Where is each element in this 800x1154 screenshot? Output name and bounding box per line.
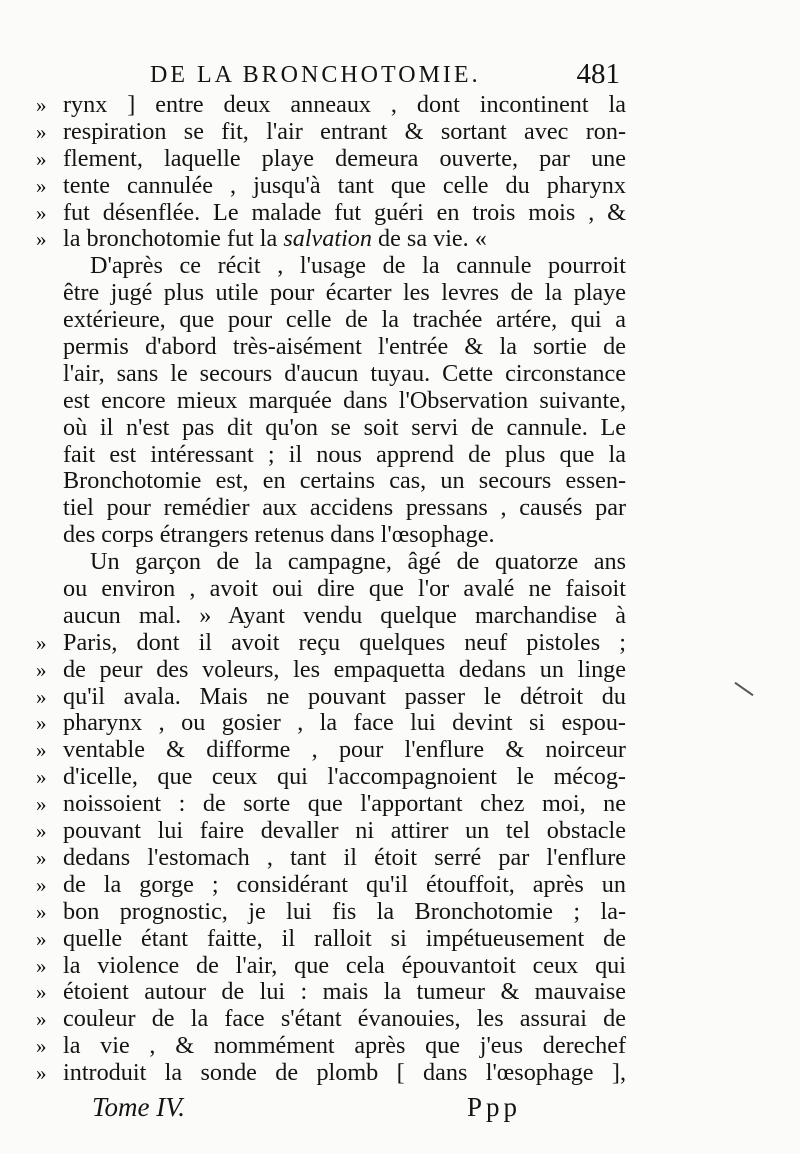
line-text (63, 872, 626, 899)
text-run: la violence de l'air, que cela épouvantoit ceux qui (63, 951, 626, 979)
text-run: fait est intéressant ; il nous apprend de plus que la (63, 440, 626, 468)
text-run: introduit la sonde de plomb [ dans l'œsophage ], (63, 1059, 626, 1087)
line-text (63, 415, 626, 442)
line-text (63, 253, 626, 280)
quote-mark: » (36, 845, 47, 870)
text-line (36, 818, 626, 845)
text-line (36, 495, 626, 522)
line-text (63, 764, 626, 791)
line-text (63, 737, 626, 764)
text-run: où il n'est pas dit qu'on se soit servi de cannule. Le (63, 413, 626, 441)
quote-mark: » (36, 173, 47, 198)
line-text (63, 818, 626, 845)
text-line (36, 388, 626, 415)
quote-mark: » (36, 819, 47, 844)
text-line (36, 979, 626, 1006)
text-run: rynx ] entre deux anneaux , dont incontinent la (63, 91, 626, 118)
text-line (36, 468, 626, 495)
line-text (63, 899, 626, 926)
quote-mark: » (36, 980, 47, 1005)
text-run: ou environ , avoit oui dire que l'or avalé ne faisoit (63, 575, 626, 603)
quote-mark: » (36, 953, 47, 978)
line-text (63, 549, 626, 576)
volume-label: Tome IV. (92, 1092, 186, 1122)
text-line (36, 657, 626, 684)
line-text (63, 119, 626, 146)
quote-mark: » (36, 792, 47, 817)
text-line (36, 764, 626, 791)
text-run: extérieure, que pour celle de la trachée artére, qui a (63, 306, 626, 334)
line-text (63, 92, 626, 119)
page-number: 481 (576, 58, 620, 90)
quote-mark: » (36, 711, 47, 736)
line-text (63, 361, 626, 388)
quote-mark: » (36, 200, 47, 225)
text-run: être jugé plus utile pour écarter les levres de la playe (63, 279, 626, 307)
text-line (36, 173, 626, 200)
quote-mark: » (36, 630, 47, 655)
text-run: de sa vie. « (372, 225, 487, 253)
quote-mark: » (36, 738, 47, 763)
line-text (63, 710, 626, 737)
text-run: est encore mieux marquée dans l'Observation suivante, (63, 386, 626, 414)
text-line (36, 415, 626, 442)
line-text (63, 1060, 626, 1087)
line-text (63, 173, 626, 200)
text-run: noissoient : de sorte que l'apportant chez moi, ne (63, 790, 626, 818)
text-line (36, 442, 626, 469)
text-line (36, 1060, 626, 1087)
quote-mark: » (36, 227, 47, 252)
text-line (36, 1033, 626, 1060)
text-line (36, 872, 626, 899)
text-line (36, 737, 626, 764)
text-run: de peur des voleurs, les empaquetta dedans un linge (63, 655, 626, 683)
text-line (36, 522, 626, 549)
text-line (36, 576, 626, 603)
text-run: ventable & difforme , pour l'enflure & noirceur (63, 736, 626, 764)
text-run: pharynx , ou gosier , la face lui devint si espou- (63, 709, 626, 737)
signature-mark: Ppp (467, 1092, 522, 1122)
text-line (36, 684, 626, 711)
line-text (63, 146, 626, 173)
quote-mark: » (36, 1061, 47, 1086)
text-run: d'icelle, que ceux qui l'accompagnoient le mécog- (63, 763, 626, 791)
text-line (36, 200, 626, 227)
quote-mark: » (36, 146, 47, 171)
quote-mark: » (36, 684, 47, 709)
text-run: Paris, dont il avoit reçu quelques neuf pistoles ; (63, 628, 626, 656)
text-run: respiration se fit, l'air entrant & sortant avec ron- (63, 117, 626, 145)
line-text (63, 334, 626, 361)
line-text (63, 979, 626, 1006)
text-run: aucun mal. » Ayant vendu quelque marchandise à (63, 601, 626, 629)
line-text (63, 388, 626, 415)
text-line (36, 92, 626, 119)
quote-mark: » (36, 899, 47, 924)
line-text (63, 442, 626, 469)
line-text (63, 495, 626, 522)
text-line (36, 119, 626, 146)
text-line (36, 280, 626, 307)
text-line (36, 630, 626, 657)
line-text (63, 468, 626, 495)
text-run: fut désenflée. Le malade fut guéri en trois mois , & (63, 198, 626, 226)
text-run: Un garçon de la campagne, âgé de quatorze ans (90, 548, 626, 576)
line-text (63, 226, 626, 253)
text-run: quelle étant faitte, il ralloit si impétueusement de (63, 924, 626, 952)
line-text (63, 307, 626, 334)
line-text (63, 1006, 626, 1033)
quote-mark: » (36, 926, 47, 951)
text-line (36, 953, 626, 980)
quote-mark: » (36, 872, 47, 897)
line-text (63, 845, 626, 872)
quote-mark: » (36, 93, 47, 117)
text-run: tiel pour remédier aux accidens pressans , causés par (63, 494, 626, 522)
line-text (63, 630, 626, 657)
italic-word: salvation (283, 225, 372, 253)
text-run: dedans l'estomach , tant il étoit serré par l'enflure (63, 843, 626, 871)
line-text (63, 926, 626, 953)
line-text (63, 576, 626, 603)
quote-mark: » (36, 657, 47, 682)
line-text (63, 953, 626, 980)
text-line (36, 361, 626, 388)
text-run: tente cannulée , jusqu'à tant que celle du pharynx (63, 171, 626, 199)
line-text (63, 200, 626, 227)
text-run: bon prognostic, je lui fis la Bronchotomie ; la- (63, 897, 626, 925)
quote-mark: » (36, 119, 47, 144)
text-run: qu'il avala. Mais ne pouvant passer le détroit du (63, 682, 626, 710)
text-line (36, 1006, 626, 1033)
text-line (36, 791, 626, 818)
line-text (63, 791, 626, 818)
text-line (36, 926, 626, 953)
line-text (63, 603, 626, 630)
page-header (150, 56, 620, 92)
text-run: couleur de la face s'étant évanouies, les assurai de (63, 1005, 626, 1033)
line-text (63, 522, 626, 549)
text-line (36, 549, 626, 576)
text-run: des corps étrangers retenus dans l'œsophage. (63, 521, 495, 549)
text-run: D'après ce récit , l'usage de la cannule pourroit (90, 252, 626, 280)
line-text (63, 657, 626, 684)
line-text (63, 684, 626, 711)
text-line (36, 845, 626, 872)
quote-mark: » (36, 1007, 47, 1032)
line-text (63, 280, 626, 307)
text-line (36, 899, 626, 926)
text-line (36, 603, 626, 630)
text-run: Bronchotomie est, en certains cas, un secours essen- (63, 467, 626, 495)
running-title: DE LA BRONCHOTOMIE. (150, 62, 481, 88)
text-run: pouvant lui faire devaller ni attirer un tel obstacle (63, 817, 626, 845)
page-footer (92, 1092, 552, 1132)
text-run: de la gorge ; considérant qu'il étouffoit, après un (63, 870, 626, 898)
text-run: flement, laquelle playe demeura ouverte, par une (63, 144, 626, 172)
text-line (36, 253, 626, 280)
text-line (36, 146, 626, 173)
page-body-text (36, 92, 626, 1087)
margin-mark (734, 682, 753, 696)
text-run: permis d'abord très-aisément l'entrée & la sortie de (63, 333, 626, 361)
quote-mark: » (36, 1034, 47, 1059)
line-text (63, 1033, 626, 1060)
text-line (36, 334, 626, 361)
quote-mark: » (36, 765, 47, 790)
text-line (36, 226, 626, 253)
text-run: la bronchotomie fut la (63, 225, 284, 253)
text-run: étoient autour de lui : mais la tumeur & mauvaise (63, 978, 626, 1006)
text-run: la vie , & nommément après que j'eus derechef (63, 1032, 626, 1060)
text-run: l'air, sans le secours d'aucun tuyau. Cette circonstance (63, 359, 626, 387)
text-line (36, 710, 626, 737)
text-line (36, 307, 626, 334)
